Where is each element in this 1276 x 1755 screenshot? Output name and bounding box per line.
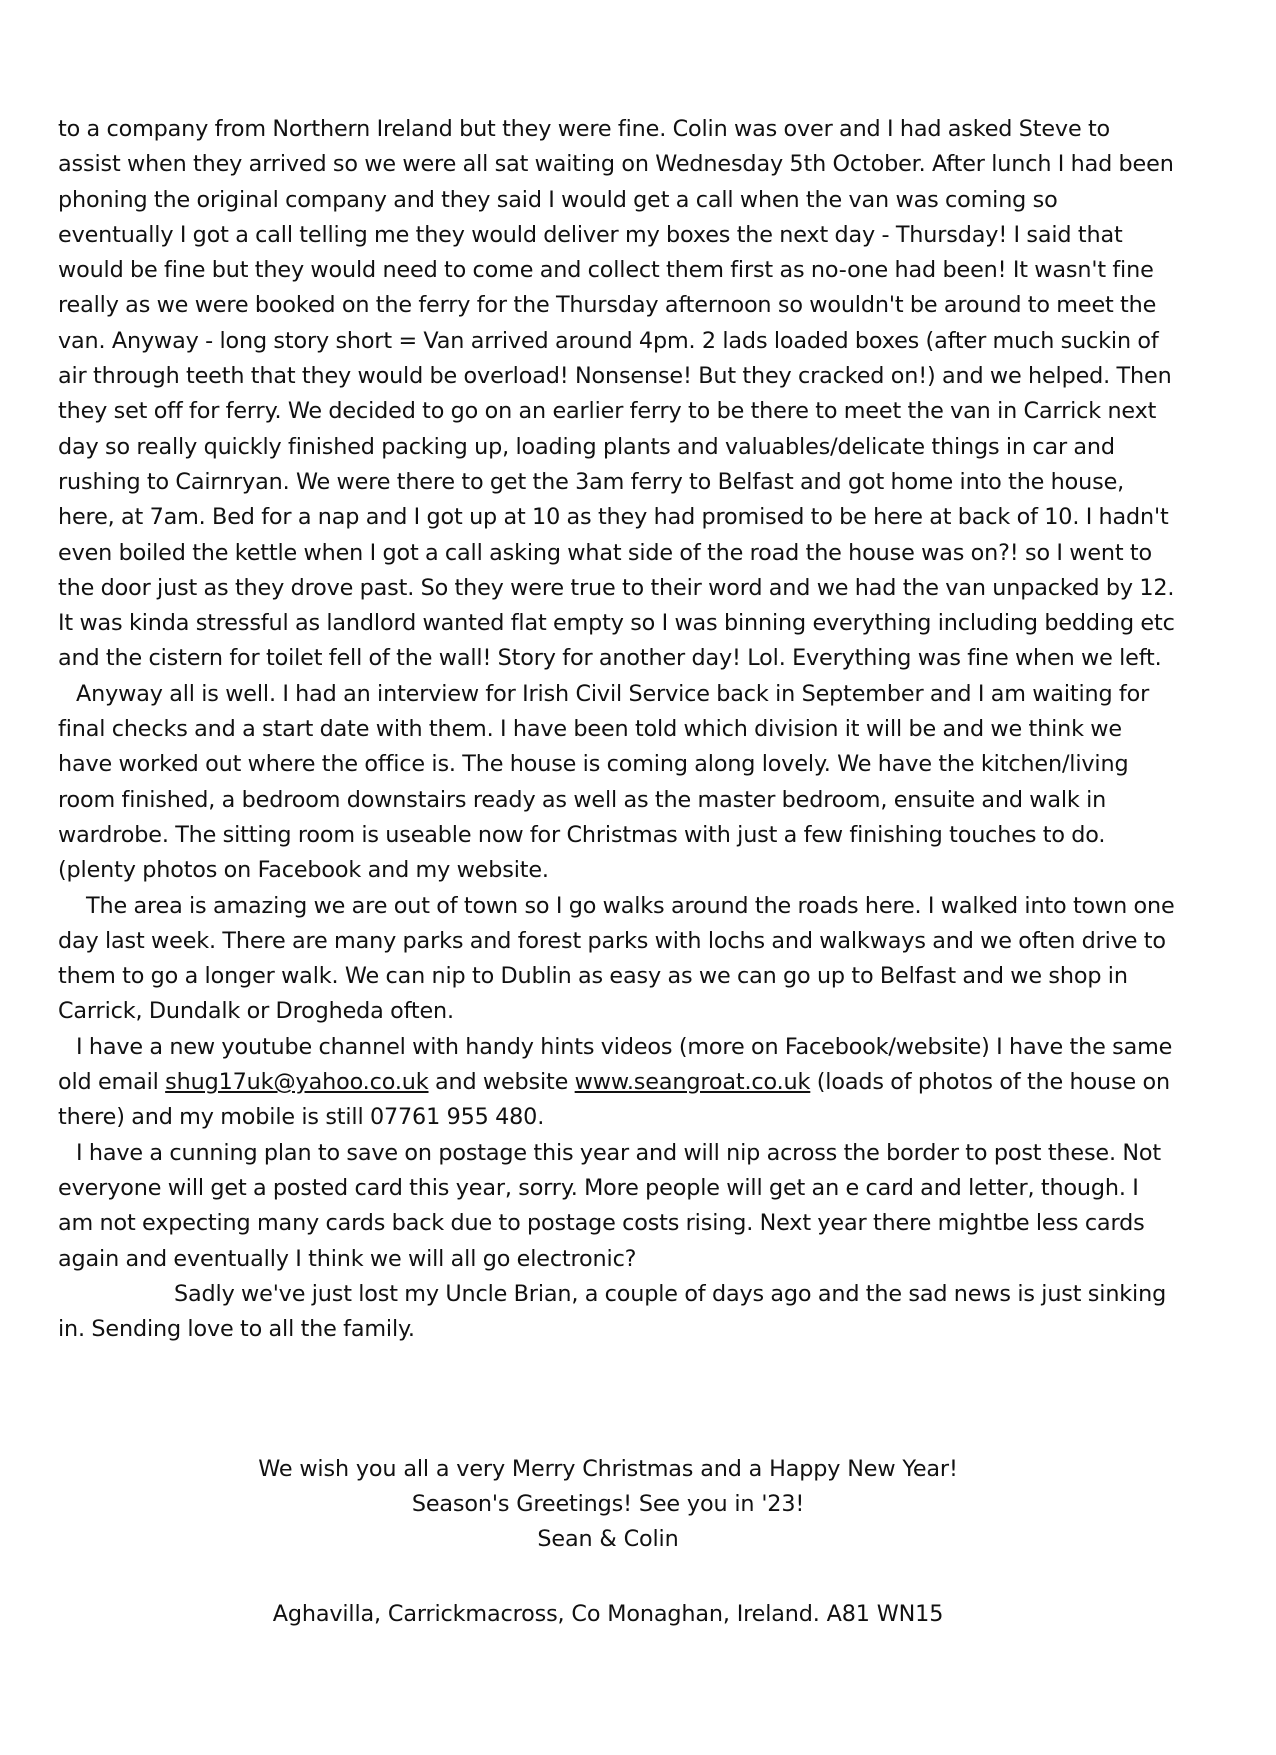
website-link[interactable]: www.seangroat.co.uk	[574, 1069, 811, 1096]
paragraph-moving-story: to a company from Northern Ireland but they were fine. Colin was over and I had asked Steve to assist when they arrived so we were all sat waiting on Wednesday 5th October. After lunch I had been phoning the original company and they said I would get a call when the van was coming so eventually I got a call telling me they would deliver my boxes the next day - Thursday! I said that would be fine but they would need to come and collect them first as no-one had been! It wasn't fine really as we were booked on the ferry for the Thursday afternoon so wouldn't be around to meet the van. Anyway - long story short = Van arrived around 4pm. 2 lads loaded boxes (after much suckin of air through teeth that they would be overload! Nonsense! But they cracked on!) and we helped. Then they set off for ferry. We decided to go on an earlier ferry to be there to meet the van in Carrick next day so really quickly finished packing up, loading plants and valuables/delicate things in car and rushing to Cairnryan. We were there to get the 3am ferry to Belfast and got home into the house, here, at 7am. Bed for a nap and I got up at 10 as they had promised to be here at back of 10. I hadn't even boiled the kettle when I got a call asking what side of the road the house was on?! so I went to the door just as they drove past. So they were true to their word and we had the van unpacked by 12. It was kinda stressful as landlord wanted flat empty so I was binning everything including bedding etc and the cistern for toilet fell of the wall! Story for another day! Lol. Everything was fine when we left.	[58, 116, 1175, 672]
contact-text-middle: and website	[428, 1069, 575, 1096]
paragraph-postage: I have a cunning plan to save on postage this year and will nip across the border to post these. Not everyone will get a posted card this year, sorry. More people will get an e card and letter, though. I am not expecting many cards back due to postage costs rising. Next year there mightbe less cards again and eventually I think we will all go electronic?	[58, 1139, 1161, 1272]
postal-address: Aghavilla, Carrickmacross, Co Monaghan, Ireland. A81 WN15	[272, 1601, 944, 1627]
seasons-greetings: Season's Greetings! See you in '23!	[411, 1491, 805, 1517]
signature: Sean & Colin	[537, 1526, 679, 1552]
paragraph-area: The area is amazing we are out of town so I go walks around the roads here. I walked into town one day last week. There are many parks and forest parks with lochs and walkways and we often drive to them to go a longer walk. We can nip to Dublin as easy as we can go up to Belfast and we shop in Carrick, Dundalk or Drogheda often.	[58, 892, 1175, 1025]
paragraph-condolence: Sadly we've just lost my Uncle Brian, a couple of days ago and the sad news is just sinking in. Sending love to all the family.	[58, 1280, 1167, 1343]
contact-text-start: I have a new youtube channel with handy hints videos (more on Facebook/website) I have the same old email	[58, 1033, 1173, 1096]
contact-text-end: (loads of photos of the house on there) and my mobile is still 07761 955 480.	[58, 1069, 1170, 1131]
paragraph-contact	[58, 1030, 1176, 1136]
email-link[interactable]: shug17uk@yahoo.co.uk	[165, 1069, 429, 1096]
christmas-wish: We wish you all a very Merry Christmas and a Happy New Year!	[258, 1456, 958, 1482]
letter-body	[58, 112, 1176, 1347]
paragraph-house-update: Anyway all is well. I had an interview for Irish Civil Service back in September and I am waiting for final checks and a start date with them. I have been told which division it will be and we think we have worked out where the office is. The house is coming along lovely. We have the kitchen/living room finished, a bedroom downstairs ready as well as the master bedroom, ensuite and walk in wardrobe. The sitting room is useable now for Christmas with just a few finishing touches to do. (plenty photos on Facebook and my website.	[58, 680, 1150, 884]
